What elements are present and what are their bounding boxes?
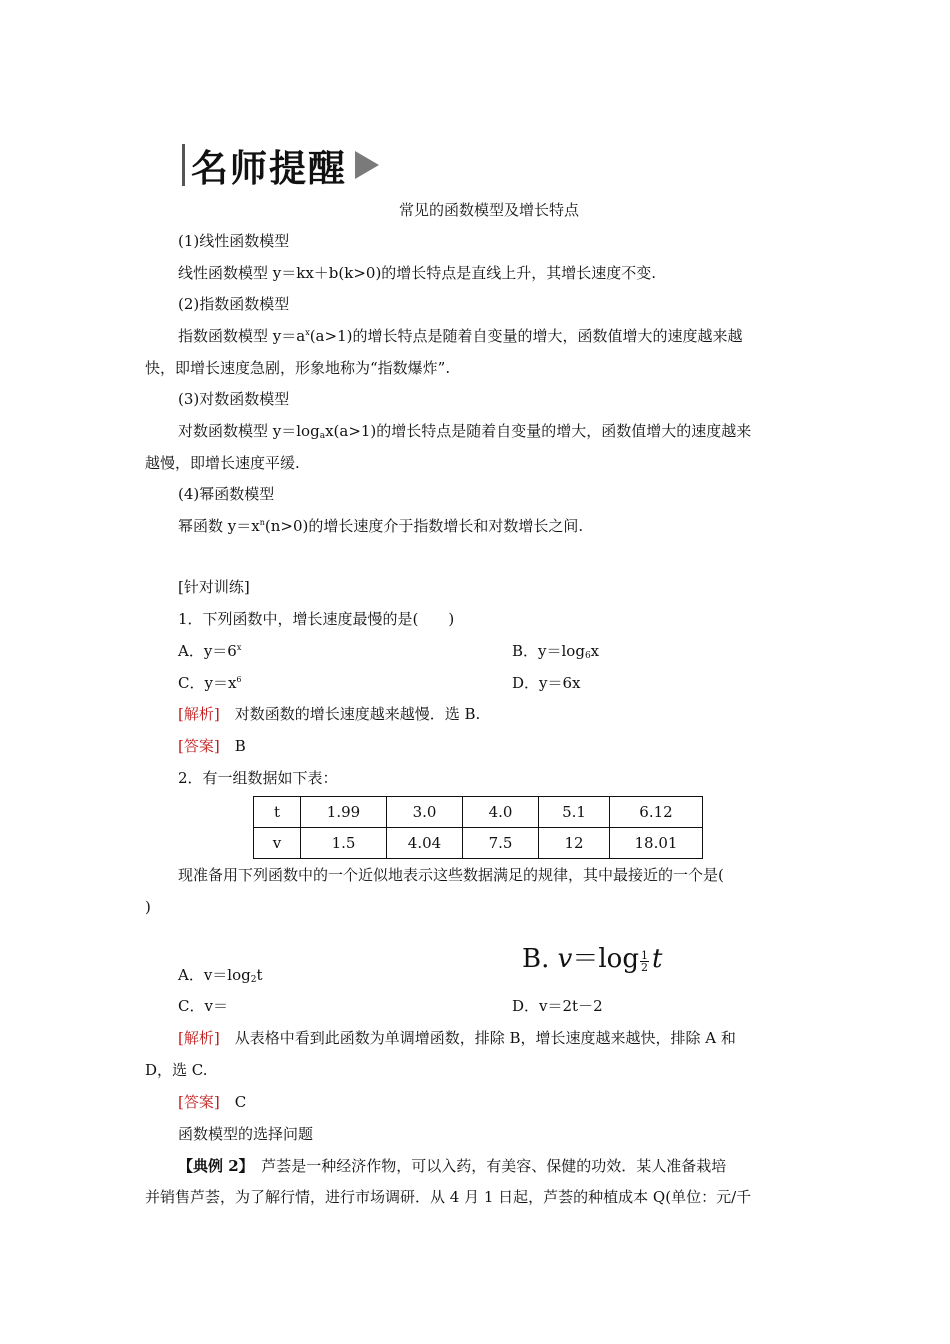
answer-tag: [答案] bbox=[178, 1093, 220, 1111]
power-text: 幂函数 $y=x^n(n>0)$的增长速度介于指数增长和对数增长之间. bbox=[178, 517, 584, 535]
exponential-text-line2: 快，即增长速度急剧，形象地称为“指数爆炸”. bbox=[145, 359, 451, 377]
section2-title: 函数模型的选择问题 bbox=[178, 1125, 314, 1143]
q2-prompt: 现准备用下列函数中的一个近似地表示这些数据满足的规律，其中最接近的一个是( bbox=[178, 866, 724, 884]
q1-analysis: [解析] 对数函数的增长速度越来越慢．选 B. bbox=[178, 705, 481, 723]
q2-stem: 2．有一组数据如下表： bbox=[178, 769, 338, 787]
power-label: (4)幂函数模型 bbox=[178, 485, 275, 503]
table-cell: 4.0 bbox=[463, 797, 539, 828]
exponential-label: (2)指数函数模型 bbox=[178, 295, 290, 313]
q2-prompt-line2: ) bbox=[145, 898, 151, 916]
fraction-base: $\frac{1}{2}$ bbox=[640, 949, 648, 974]
table-cell: 1.99 bbox=[301, 797, 387, 828]
page-heading: 常见的函数模型及增长特点 bbox=[399, 201, 580, 219]
q1-option-a: A．$y=6^x$ bbox=[178, 642, 242, 660]
q1-option-d: D．y＝6x bbox=[512, 674, 581, 692]
q2-option-a: A．$v=\log_2t$ bbox=[178, 966, 263, 985]
table-cell: 18.01 bbox=[610, 828, 703, 859]
banner-bar bbox=[182, 144, 185, 186]
q2-answer: [答案] C bbox=[178, 1093, 247, 1111]
logarithmic-label: (3)对数函数模型 bbox=[178, 390, 290, 408]
exponential-text: 指数函数模型 $y=a^x(a>1)$的增长特点是随着自变量的增大，函数值增大的速度越来越 bbox=[178, 327, 743, 345]
q2-option-b-formula: B. v＝log $\frac{1}{2}$ t bbox=[522, 944, 663, 974]
table-cell: t bbox=[254, 797, 301, 828]
linear-label: (1)线性函数模型 bbox=[178, 232, 290, 250]
section-banner bbox=[182, 142, 379, 188]
table-cell: 5.1 bbox=[539, 797, 610, 828]
table-cell: 1.5 bbox=[301, 828, 387, 859]
q2-analysis-line2: D，选 C. bbox=[145, 1061, 208, 1079]
training-label: [针对训练] bbox=[178, 578, 250, 596]
table-row bbox=[254, 828, 703, 859]
table-cell: 12 bbox=[539, 828, 610, 859]
q1-option-b: B．$y=\log_6x$ bbox=[512, 642, 600, 661]
analysis-tag: [解析] bbox=[178, 1029, 220, 1047]
q2-analysis: [解析] 从表格中看到此函数为单调增函数，排除 B，增长速度越来越快，排除 A 和 bbox=[178, 1029, 736, 1047]
example-line1: 【典例 2】 芦荟是一种经济作物，可以入药，有美容、保健的功效．某人准备栽培 bbox=[178, 1157, 727, 1175]
logarithmic-text-line2: 越慢，即增长速度平缓. bbox=[145, 454, 300, 472]
table-cell: 3.0 bbox=[387, 797, 463, 828]
q2-option-d: D．v＝2t－2 bbox=[512, 997, 603, 1015]
table-cell: v bbox=[254, 828, 301, 859]
q1-option-c: C．$y=x^6$ bbox=[178, 674, 242, 692]
banner-title: 名师提醒 bbox=[191, 147, 347, 190]
analysis-tag: [解析] bbox=[178, 705, 220, 723]
q2-data-table bbox=[253, 796, 703, 859]
logarithmic-text: 对数函数模型 $y=\log_ax(a>1)$的增长特点是随着自变量的增大，函数值增大的速度越来 bbox=[178, 422, 752, 441]
play-triangle-icon bbox=[355, 151, 379, 179]
table-cell: 4.04 bbox=[387, 828, 463, 859]
q1-answer: [答案] B bbox=[178, 737, 246, 755]
example-tag: 【典例 2】 bbox=[178, 1157, 247, 1175]
answer-tag: [答案] bbox=[178, 737, 220, 755]
q1-stem: 1．下列函数中，增长速度最慢的是( ) bbox=[178, 610, 455, 628]
table-row bbox=[254, 797, 703, 828]
table-cell: 7.5 bbox=[463, 828, 539, 859]
example-line2: 并销售芦荟，为了解行情，进行市场调研．从 4 月 1 日起，芦荟的种植成本 Q(单位：元/千 bbox=[145, 1188, 752, 1206]
linear-text: 线性函数模型 y＝kx＋b(k>0)的增长特点是直线上升，其增长速度不变. bbox=[178, 264, 657, 282]
q2-option-c: C．v＝ bbox=[178, 997, 228, 1015]
table-cell: 6.12 bbox=[610, 797, 703, 828]
